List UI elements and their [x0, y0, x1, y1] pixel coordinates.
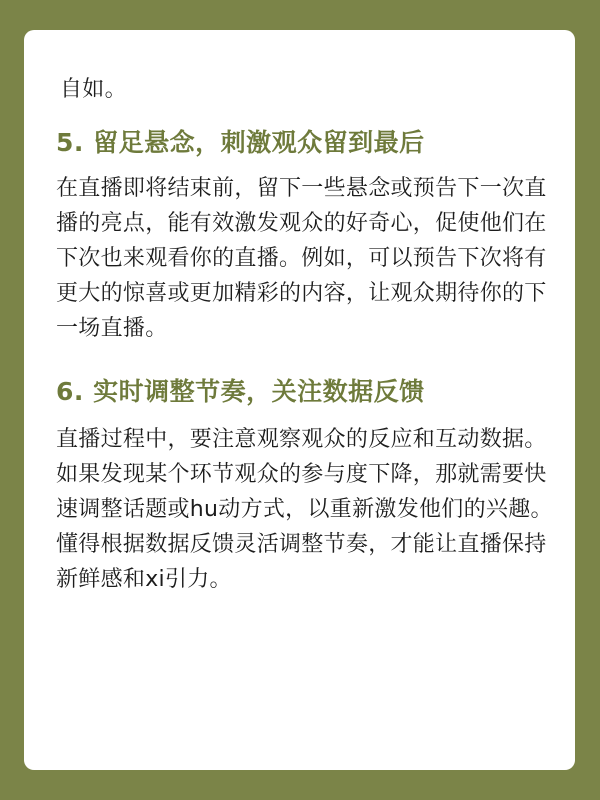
section-5-title: 5. 留足悬念，刺激观众留到最后 [56, 128, 425, 157]
intro-tail-text: 自如。 [60, 77, 127, 102]
section-5-body: 在直播即将结束前，留下一些悬念或预告下一次直播的亮点，能有效激发观众的好奇心，促使他们在下次也来观看你的直播。例如，可以预告下次将有更大的惊喜或更加精彩的内容，让观众期待你的下一场直播。 [56, 176, 547, 341]
section-6-title: 6. 实时调整节奏，关注数据反馈 [56, 377, 425, 406]
content-card [24, 30, 575, 770]
section-6-body: 直播过程中，要注意观察观众的反应和互动数据。如果发现某个环节观众的参与度下降，那就需要快速调整话题或hu动方式，以重新激发他们的兴趣。懂得根据数据反馈灵活调整节奏，才能让直播保持新鲜感和xi引力。 [56, 427, 553, 592]
